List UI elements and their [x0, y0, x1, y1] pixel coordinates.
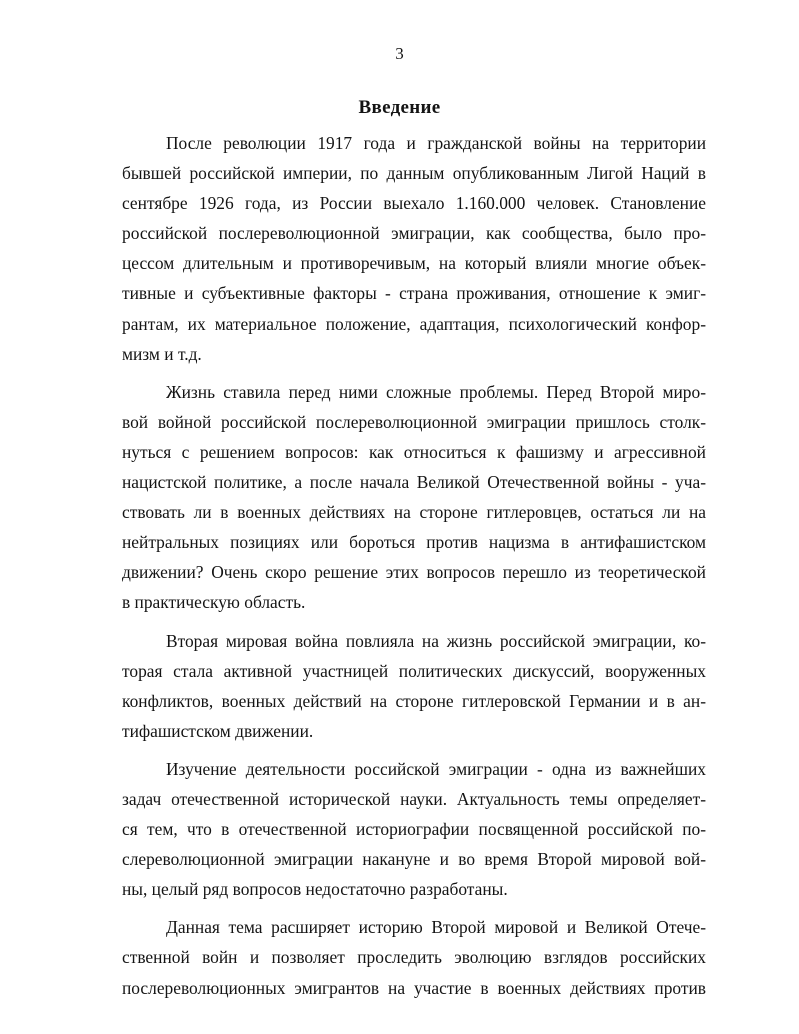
text-line: тивные и субъективные факторы - страна проживания, отношение к эмиг- [122, 283, 706, 304]
text-line: послереволюционных эмигрантов на участие в военных действиях против [122, 977, 706, 998]
text-line: Изучение деятельности российской эмиграции - одна из важнейших [166, 758, 706, 779]
text-line: тифашистском движении. [122, 720, 314, 741]
text-line: нейтральных позициях или бороться против нацизма в антифашистском [122, 532, 706, 553]
text-line: рантам, их материальное положение, адаптация, психологический конфор- [122, 313, 706, 334]
paragraph-4 [122, 754, 706, 904]
text-line: Вторая мировая война повлияла на жизнь российской эмиграции, ко- [166, 630, 706, 651]
document-body [122, 128, 706, 1003]
text-line: торая стала активной участницей политических дискуссий, вооруженных [122, 660, 706, 681]
paragraph-3 [122, 626, 706, 746]
paragraph-1 [122, 128, 706, 369]
text-line: российской послереволюционной эмиграции, как сообщества, было про- [122, 223, 706, 244]
text-line: нацистской политике, а после начала Великой Отечественной войны - уча- [122, 472, 706, 493]
text-line: слереволюционной эмиграции накануне и во время Второй мировой вой- [122, 849, 706, 870]
text-line: ствовать ли в военных действиях на стороне гитлеровцев, остаться ли на [122, 502, 706, 523]
text-line: задач отечественной исторической науки. Актуальность темы определяет- [122, 788, 706, 809]
text-line: ся тем, что в отечественной историографии посвященной российской по- [122, 819, 706, 840]
text-line: мизм и т.д. [122, 343, 202, 364]
paragraph-5 [122, 912, 706, 1002]
page-number: 3 [395, 44, 404, 63]
text-line: движении? Очень скоро решение этих вопросов перешло из теоретической [122, 562, 706, 583]
text-line: нуться с решением вопросов: как относиться к фашизму и агрессивной [122, 441, 706, 462]
text-line: После революции 1917 года и гражданской войны на территории [166, 133, 706, 153]
text-line: ственной войн и позволяет проследить эволюцию взглядов российских [122, 947, 706, 968]
text-line: конфликтов, военных действий на стороне гитлеровской Германии и в ан- [122, 690, 706, 711]
paragraph-2 [122, 377, 706, 618]
page-title: Введение [358, 97, 441, 118]
text-line: бывшей российской империи, по данным опубликованным Лигой Наций в [122, 163, 706, 184]
text-line: вой войной российской послереволюционной эмиграции пришлось столк- [122, 411, 706, 432]
text-line: цессом длительным и противоречивым, на который влияли многие объек- [122, 253, 706, 274]
text-line: в практическую область. [122, 592, 306, 613]
text-line: ны, целый ряд вопросов недостаточно разработаны. [122, 879, 508, 900]
text-line: Данная тема расширяет историю Второй мировой и Великой Отече- [166, 917, 706, 938]
text-line: Жизнь ставила перед ними сложные проблемы. Перед Второй миро- [166, 381, 706, 402]
text-line: сентябре 1926 года, из России выехало 1.160.000 человек. Становление [122, 193, 706, 214]
